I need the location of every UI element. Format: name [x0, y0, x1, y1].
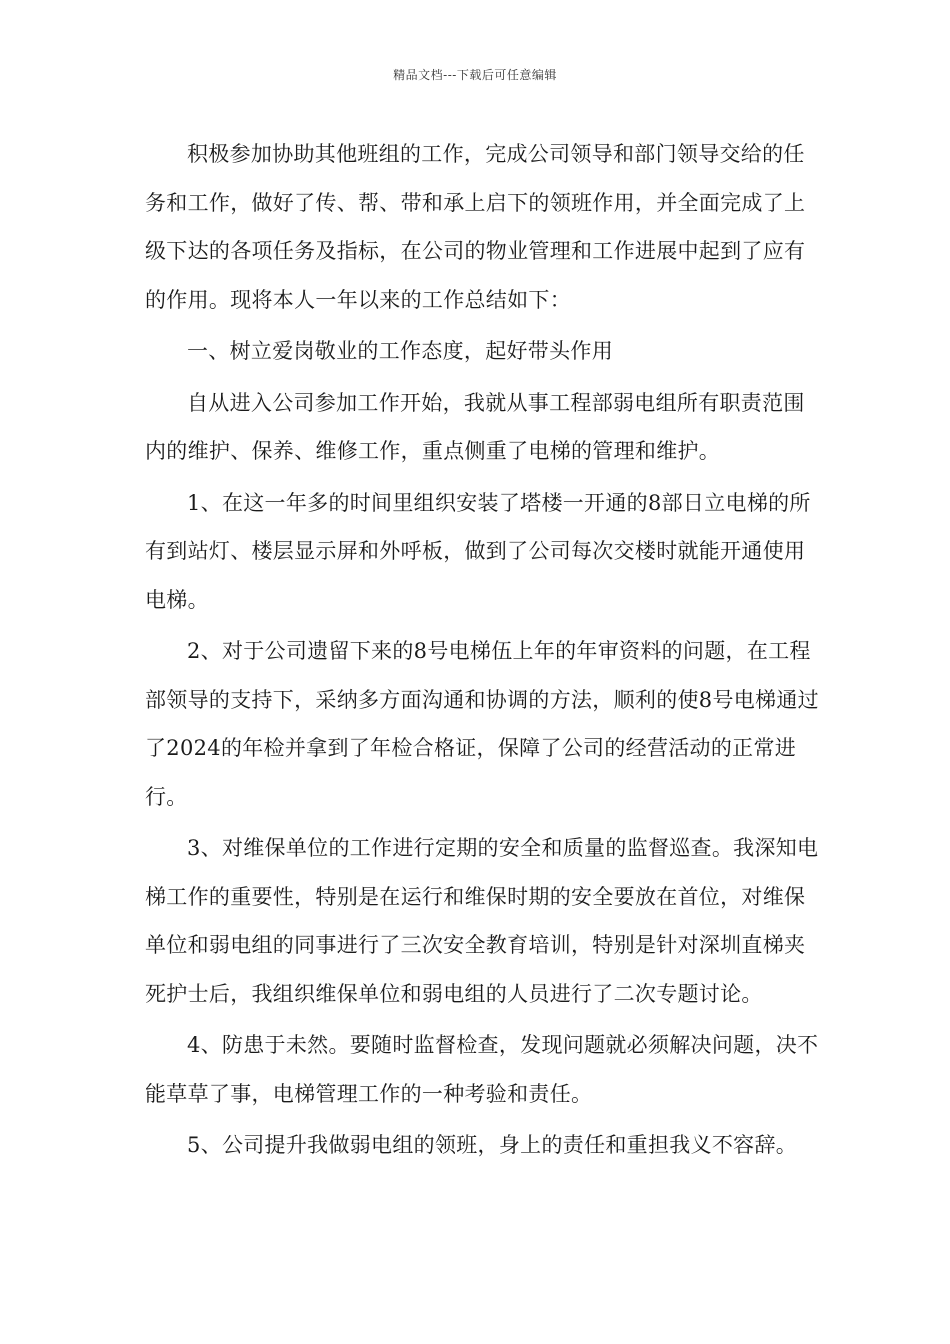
document-body [145, 130, 820, 1170]
list-item-3: 3、对维保单位的工作进行定期的安全和质量的监督巡查。我深知电梯工作的重要性，特别是在运行和维保时期的安全要放在首位，对维保单位和弱电组的同事进行了三次安全教育培训，特别是针对深圳直梯夹死护士后，我组织维保单位和弱电组的人员进行了二次专题讨论。 [145, 836, 819, 1006]
paragraph-scope: 自从进入公司参加工作开始，我就从事工程部弱电组所有职责范围内的维护、保养、维修工作，重点侧重了电梯的管理和维护。 [145, 390, 805, 463]
list-item-2: 2、对于公司遗留下来的8号电梯伍上年的年审资料的问题，在工程部领导的支持下，采纳多方面沟通和协调的方法，顺利的使8号电梯通过了2024的年检并拿到了年检合格证，保障了公司的经营活动的正常进行。 [145, 639, 819, 809]
list-item-5: 5、公司提升我做弱电组的领班，身上的责任和重担我义不容辞。 [187, 1133, 798, 1157]
paragraph-intro: 积极参加协助其他班组的工作，完成公司领导和部门领导交给的任务和工作，做好了传、帮、带和承上启下的领班作用，并全面完成了上级下达的各项任务及指标，在公司的物业管理和工作进展中起到了应有的作用。现将本人一年以来的工作总结如下： [145, 142, 806, 312]
list-item-1: 1、在这一年多的时间里组织安装了塔楼一开通的8部日立电梯的所有到站灯、楼层显示屏和外呼板，做到了公司每次交楼时就能开通使用电梯。 [145, 490, 811, 612]
section-heading-1: 一、树立爱岗敬业的工作态度，起好带头作用 [187, 339, 613, 363]
list-item-4: 4、防患于未然。要随时监督检查，发现问题就必须解决问题，决不能草草了事，电梯管理工作的一种考验和责任。 [145, 1033, 819, 1106]
page-header: 精品文档---下载后可任意编辑 [393, 68, 557, 82]
